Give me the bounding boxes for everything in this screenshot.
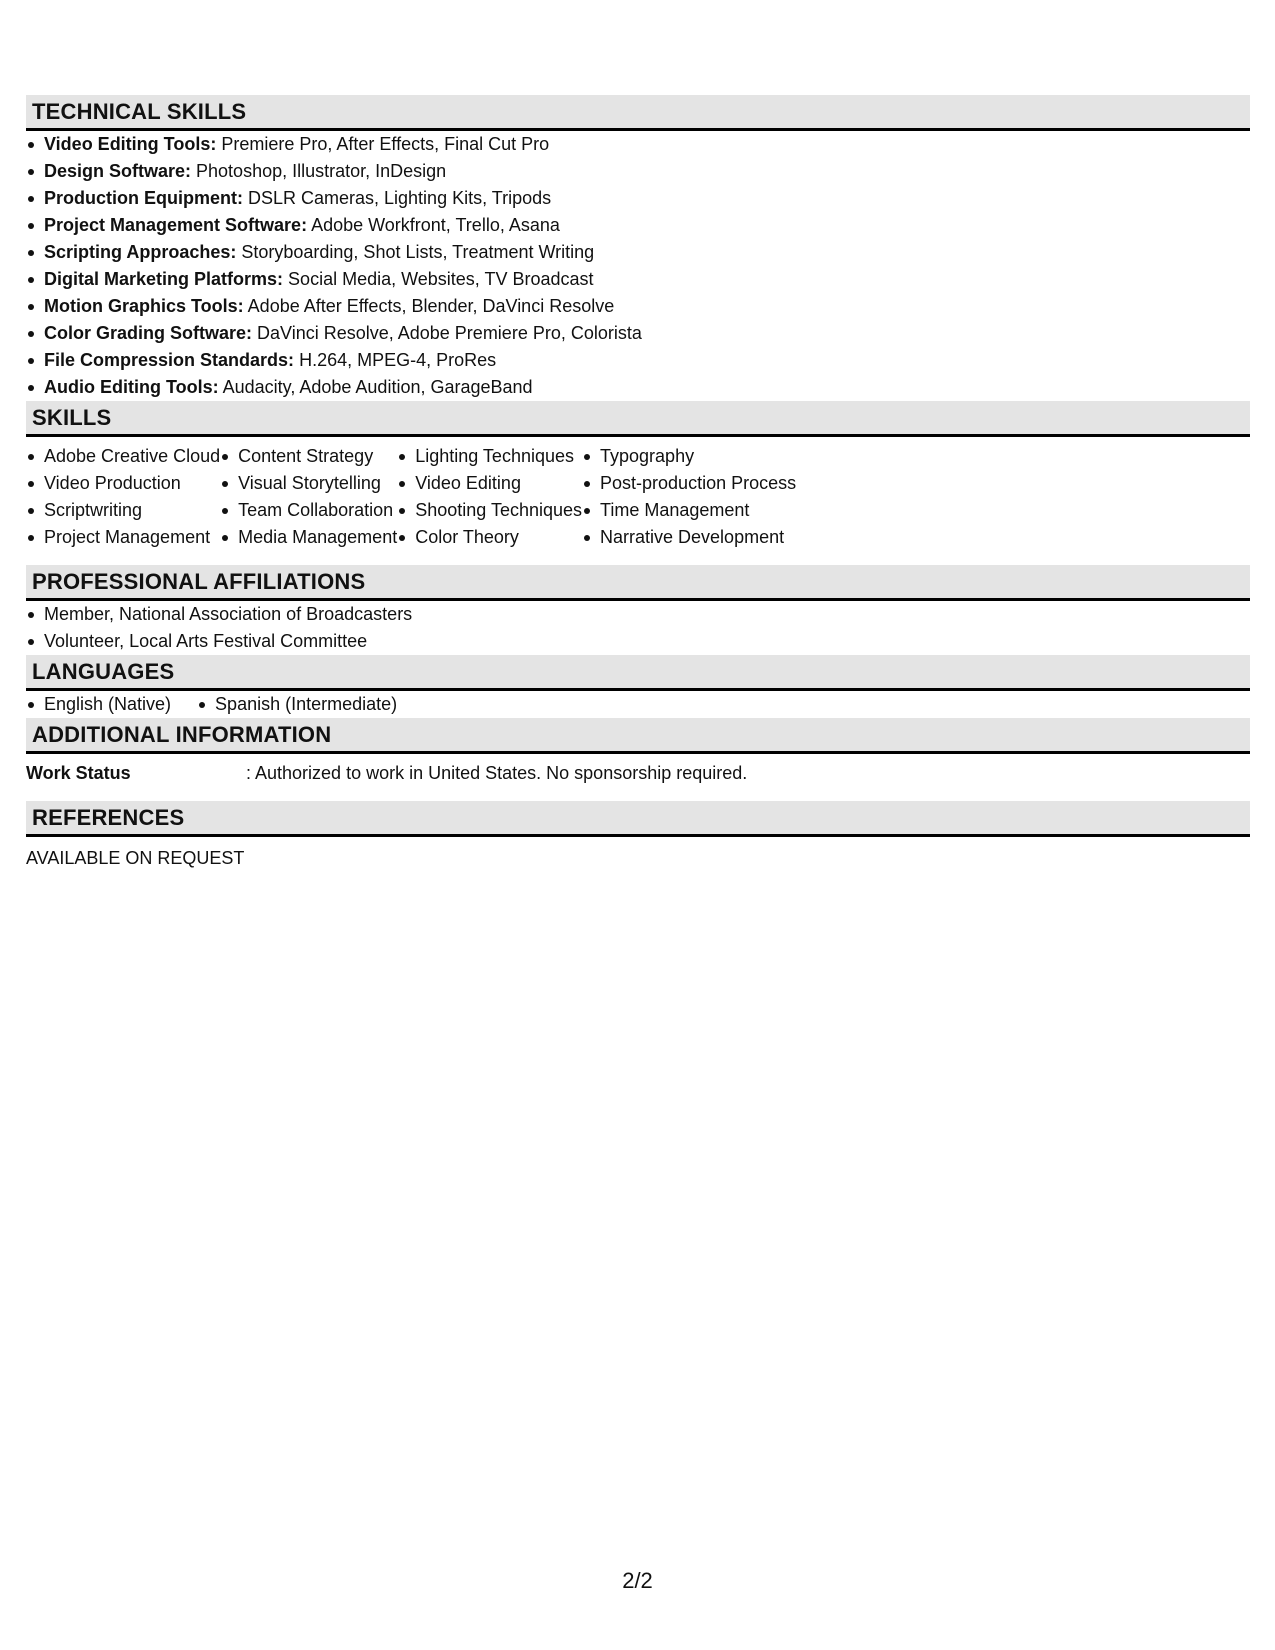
- skills-column-3: [397, 443, 582, 551]
- skill-values: Photoshop, Illustrator, InDesign: [191, 161, 447, 181]
- list-item: Typography: [582, 443, 796, 470]
- list-item: Project Management: [26, 524, 220, 551]
- skill-values: DSLR Cameras, Lighting Kits, Tripods: [242, 188, 552, 208]
- languages-list: [26, 691, 1250, 718]
- section-header-skills: SKILLS: [26, 401, 1250, 437]
- list-item: [26, 158, 1250, 185]
- skill-category: Video Editing Tools:: [44, 134, 217, 154]
- section-header-technical-skills: TECHNICAL SKILLS: [26, 95, 1250, 131]
- list-item: [26, 320, 1250, 347]
- skill-category: Project Management Software:: [44, 215, 308, 235]
- skill-values: Adobe After Effects, Blender, DaVinci Resolve: [243, 296, 615, 316]
- work-status-label: Work Status: [26, 763, 131, 783]
- list-item: Lighting Techniques: [397, 443, 582, 470]
- skills-column-2: [220, 443, 397, 551]
- skill-values: Premiere Pro, After Effects, Final Cut Pro: [216, 134, 550, 154]
- list-item: Visual Storytelling: [220, 470, 397, 497]
- list-item: Time Management: [582, 497, 796, 524]
- list-item: Scriptwriting: [26, 497, 220, 524]
- skill-category: Color Grading Software:: [44, 323, 253, 343]
- resume-page: [26, 95, 1250, 872]
- list-item: Video Production: [26, 470, 220, 497]
- skill-values: H.264, MPEG-4, ProRes: [294, 350, 497, 370]
- skill-values: DaVinci Resolve, Adobe Premiere Pro, Colorista: [252, 323, 642, 343]
- list-item: English (Native): [26, 691, 171, 718]
- list-item: Post-production Process: [582, 470, 796, 497]
- skill-category: Motion Graphics Tools:: [44, 296, 244, 316]
- list-item: Member, National Association of Broadcasters: [26, 601, 1250, 628]
- list-item: Shooting Techniques: [397, 497, 582, 524]
- references-text: AVAILABLE ON REQUEST: [26, 848, 245, 868]
- technical-skills-list: [26, 131, 1250, 401]
- page-number: 2/2: [622, 1568, 653, 1593]
- skill-category: Digital Marketing Platforms:: [44, 269, 284, 289]
- skill-values: Social Media, Websites, TV Broadcast: [283, 269, 594, 289]
- list-item: Narrative Development: [582, 524, 796, 551]
- skills-grid: [26, 443, 1250, 551]
- skill-category: Scripting Approaches:: [44, 242, 237, 262]
- skills-column-1: [26, 443, 220, 551]
- section-header-affiliations: PROFESSIONAL AFFILIATIONS: [26, 565, 1250, 601]
- skill-values: Storyboarding, Shot Lists, Treatment Writing: [236, 242, 595, 262]
- section-header-references: REFERENCES: [26, 801, 1250, 837]
- skill-category: Audio Editing Tools:: [44, 377, 219, 397]
- list-item: Adobe Creative Cloud: [26, 443, 220, 470]
- list-item: [26, 293, 1250, 320]
- list-item: Color Theory: [397, 524, 582, 551]
- skill-category: Production Equipment:: [44, 188, 243, 208]
- list-item: Spanish (Intermediate): [197, 691, 397, 718]
- list-item: [26, 347, 1250, 374]
- list-item: [26, 131, 1250, 158]
- skill-category: File Compression Standards:: [44, 350, 295, 370]
- list-item: Team Collaboration: [220, 497, 397, 524]
- list-item: [26, 266, 1250, 293]
- section-header-languages: LANGUAGES: [26, 655, 1250, 691]
- skill-values: Adobe Workfront, Trello, Asana: [307, 215, 560, 235]
- list-item: [26, 239, 1250, 266]
- skill-values: Audacity, Adobe Audition, GarageBand: [218, 377, 533, 397]
- affiliations-list: [26, 601, 1250, 655]
- list-item: [26, 374, 1250, 401]
- work-status-value: : Authorized to work in United States. No sponsorship required.: [246, 763, 748, 783]
- list-item: [26, 185, 1250, 212]
- work-status-row: [26, 760, 1250, 787]
- section-header-additional-information: ADDITIONAL INFORMATION: [26, 718, 1250, 754]
- skills-column-4: [582, 443, 796, 551]
- list-item: Media Management: [220, 524, 397, 551]
- list-item: Volunteer, Local Arts Festival Committee: [26, 628, 1250, 655]
- list-item: Video Editing: [397, 470, 582, 497]
- list-item: [26, 212, 1250, 239]
- list-item: Content Strategy: [220, 443, 397, 470]
- skill-category: Design Software:: [44, 161, 192, 181]
